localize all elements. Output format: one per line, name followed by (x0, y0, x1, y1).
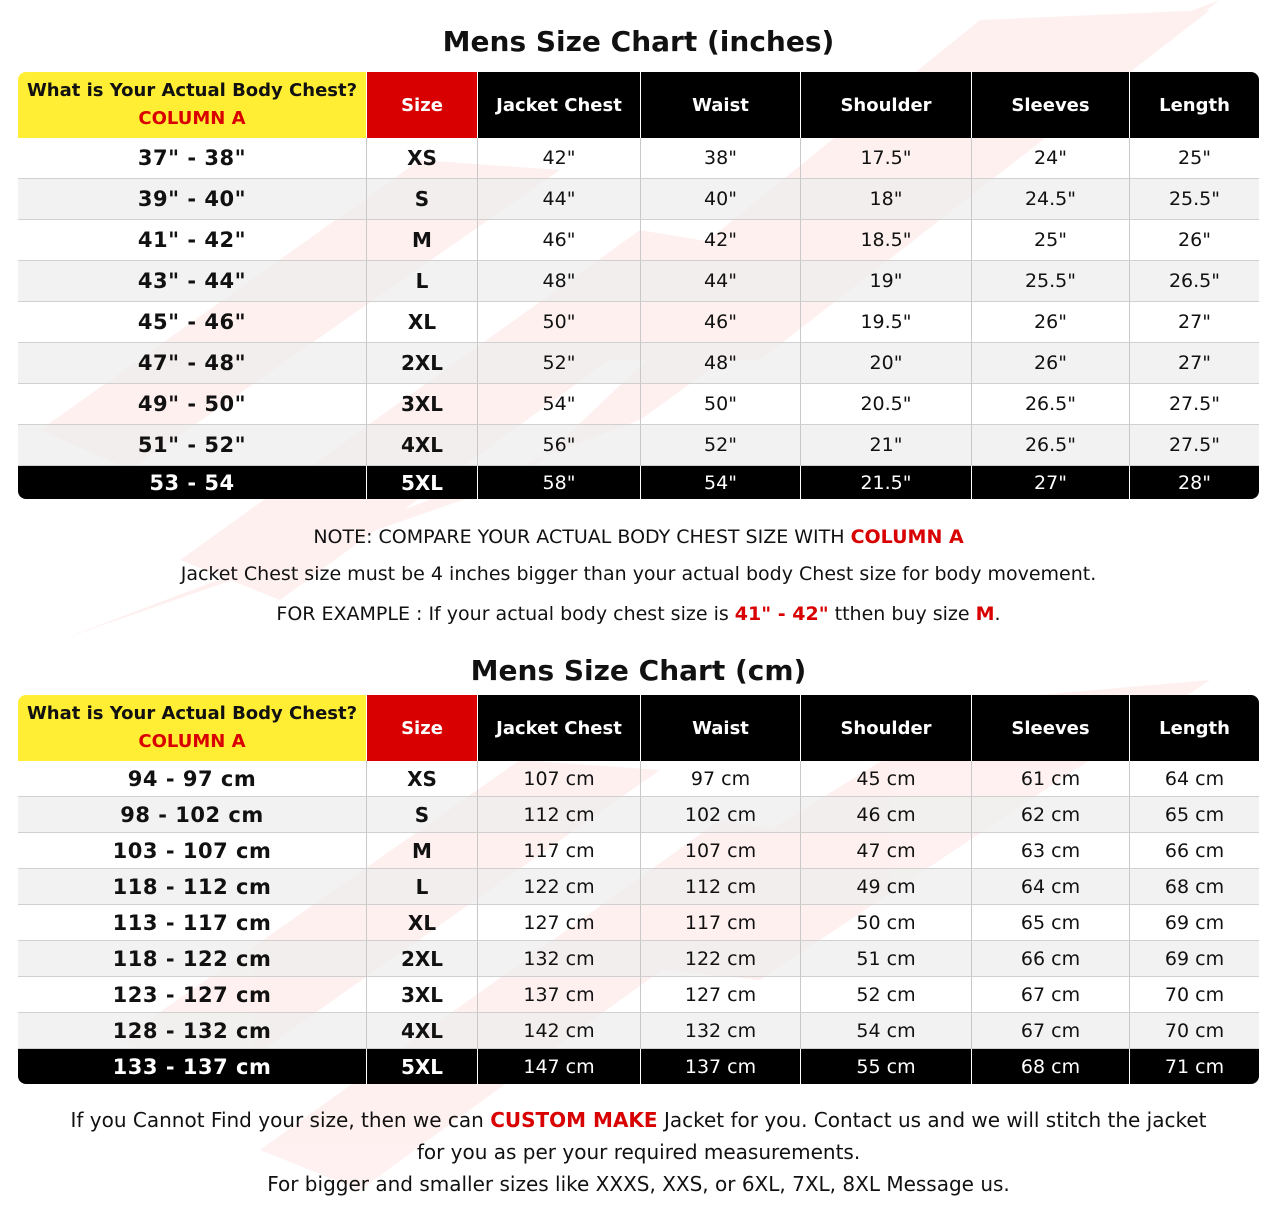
size-cell: S (367, 179, 478, 220)
sleeves-cell: 63 cm (972, 833, 1130, 869)
table-row (18, 905, 1259, 941)
column-a-question: What is Your Actual Body Chest? (26, 703, 358, 724)
jacket-chest-cell: 122 cm (478, 869, 641, 905)
size-cell: 5XL (367, 466, 478, 499)
waist-cell: 107 cm (641, 833, 801, 869)
waist-cell: 46" (641, 302, 801, 343)
waist-cell: 127 cm (641, 977, 801, 1013)
length-cell: 69 cm (1130, 941, 1259, 977)
waist-cell: 50" (641, 384, 801, 425)
length-cell: 68 cm (1130, 869, 1259, 905)
jacket-chest-cell: 58" (478, 466, 641, 499)
example-text: FOR EXAMPLE : If your actual body chest size is (276, 603, 735, 625)
example-size-highlight: M (975, 603, 995, 625)
size-cell: 3XL (367, 977, 478, 1013)
inches-chart-title: Mens Size Chart (inches) (442, 25, 835, 58)
footer-custom-make (0, 1108, 1277, 1132)
jacket-chest-header: Jacket Chest (478, 72, 641, 138)
waist-cell: 48" (641, 343, 801, 384)
size-cell: L (367, 261, 478, 302)
shoulder-cell: 21.5" (801, 466, 972, 499)
cm-chart-title: Mens Size Chart (cm) (470, 654, 807, 687)
length-cell: 25" (1130, 138, 1259, 179)
table-row (18, 302, 1259, 343)
sleeves-cell: 26" (972, 302, 1130, 343)
column-a-header (18, 695, 367, 761)
table-row (18, 261, 1259, 302)
length-header: Length (1130, 72, 1259, 138)
length-cell: 26.5" (1130, 261, 1259, 302)
cm-size-table (18, 695, 1259, 1084)
length-cell: 70 cm (1130, 1013, 1259, 1049)
length-header: Length (1130, 695, 1259, 761)
body-chest-cell: 45" - 46" (18, 302, 367, 343)
length-cell: 25.5" (1130, 179, 1259, 220)
table-row (18, 1013, 1259, 1049)
shoulder-cell: 19" (801, 261, 972, 302)
length-cell: 27.5" (1130, 384, 1259, 425)
waist-cell: 102 cm (641, 797, 801, 833)
shoulder-cell: 17.5" (801, 138, 972, 179)
body-chest-cell: 39" - 40" (18, 179, 367, 220)
length-cell: 65 cm (1130, 797, 1259, 833)
waist-cell: 54" (641, 466, 801, 499)
length-cell: 27" (1130, 302, 1259, 343)
inches-size-table (18, 72, 1259, 499)
shoulder-cell: 20.5" (801, 384, 972, 425)
sleeves-cell: 62 cm (972, 797, 1130, 833)
body-chest-cell: 118 - 112 cm (18, 869, 367, 905)
body-chest-cell: 98 - 102 cm (18, 797, 367, 833)
note-compare-column-a (0, 526, 1277, 548)
size-header: Size (367, 695, 478, 761)
shoulder-header: Shoulder (801, 695, 972, 761)
waist-cell: 40" (641, 179, 801, 220)
jacket-chest-cell: 44" (478, 179, 641, 220)
shoulder-header: Shoulder (801, 72, 972, 138)
shoulder-cell: 21" (801, 425, 972, 466)
footer-other-sizes: For bigger and smaller sizes like XXXS, XXS, or 6XL, 7XL, 8XL Message us. (267, 1172, 1010, 1196)
table-row (18, 977, 1259, 1013)
custom-make-highlight: CUSTOM MAKE (490, 1108, 658, 1132)
sleeves-cell: 67 cm (972, 977, 1130, 1013)
shoulder-cell: 18.5" (801, 220, 972, 261)
table-row (18, 466, 1259, 499)
jacket-chest-cell: 46" (478, 220, 641, 261)
column-a-header (18, 72, 367, 138)
sleeves-cell: 64 cm (972, 869, 1130, 905)
waist-cell: 137 cm (641, 1049, 801, 1084)
body-chest-cell: 37" - 38" (18, 138, 367, 179)
table-row (18, 425, 1259, 466)
waist-cell: 112 cm (641, 869, 801, 905)
shoulder-cell: 49 cm (801, 869, 972, 905)
example-text-middle: tthen buy size (828, 603, 976, 625)
shoulder-cell: 19.5" (801, 302, 972, 343)
table-header-row (18, 695, 1259, 761)
table-body (18, 761, 1259, 1084)
body-chest-cell: 47" - 48" (18, 343, 367, 384)
sleeves-cell: 26.5" (972, 425, 1130, 466)
table-row (18, 797, 1259, 833)
table-row (18, 343, 1259, 384)
body-chest-cell: 51" - 52" (18, 425, 367, 466)
table-header-row (18, 72, 1259, 138)
sleeves-cell: 61 cm (972, 761, 1130, 797)
shoulder-cell: 51 cm (801, 941, 972, 977)
length-cell: 27" (1130, 343, 1259, 384)
waist-cell: 38" (641, 138, 801, 179)
table-body (18, 138, 1259, 499)
jacket-chest-cell: 56" (478, 425, 641, 466)
footer-text-end: Jacket for you. Contact us and we will stitch the jacket (657, 1108, 1207, 1132)
size-cell: 2XL (367, 941, 478, 977)
size-cell: XL (367, 905, 478, 941)
sleeves-cell: 24" (972, 138, 1130, 179)
table-row (18, 138, 1259, 179)
sleeves-cell: 66 cm (972, 941, 1130, 977)
footer-text: If you Cannot Find your size, then we can (70, 1108, 491, 1132)
jacket-chest-cell: 127 cm (478, 905, 641, 941)
jacket-chest-cell: 142 cm (478, 1013, 641, 1049)
jacket-chest-cell: 42" (478, 138, 641, 179)
size-cell: XS (367, 761, 478, 797)
length-cell: 66 cm (1130, 833, 1259, 869)
waist-cell: 42" (641, 220, 801, 261)
shoulder-cell: 50 cm (801, 905, 972, 941)
length-cell: 71 cm (1130, 1049, 1259, 1084)
jacket-chest-cell: 52" (478, 343, 641, 384)
shoulder-cell: 47 cm (801, 833, 972, 869)
sleeves-cell: 25.5" (972, 261, 1130, 302)
note-example (0, 603, 1277, 625)
jacket-chest-cell: 107 cm (478, 761, 641, 797)
jacket-chest-cell: 117 cm (478, 833, 641, 869)
size-cell: 3XL (367, 384, 478, 425)
table-row (18, 179, 1259, 220)
jacket-chest-cell: 48" (478, 261, 641, 302)
sleeves-header: Sleeves (972, 695, 1130, 761)
column-a-label: COLUMN A (138, 731, 246, 752)
waist-cell: 132 cm (641, 1013, 801, 1049)
sleeves-cell: 67 cm (972, 1013, 1130, 1049)
example-text-end: . (994, 603, 1001, 625)
jacket-chest-header: Jacket Chest (478, 695, 641, 761)
jacket-chest-cell: 147 cm (478, 1049, 641, 1084)
size-cell: 4XL (367, 1013, 478, 1049)
table-row (18, 869, 1259, 905)
waist-cell: 52" (641, 425, 801, 466)
sleeves-cell: 26.5" (972, 384, 1130, 425)
column-a-label: COLUMN A (138, 108, 246, 129)
table-row (18, 833, 1259, 869)
waist-cell: 97 cm (641, 761, 801, 797)
size-cell: 5XL (367, 1049, 478, 1084)
shoulder-cell: 46 cm (801, 797, 972, 833)
size-cell: 2XL (367, 343, 478, 384)
waist-cell: 44" (641, 261, 801, 302)
body-chest-cell: 94 - 97 cm (18, 761, 367, 797)
length-cell: 70 cm (1130, 977, 1259, 1013)
shoulder-cell: 55 cm (801, 1049, 972, 1084)
sleeves-cell: 26" (972, 343, 1130, 384)
size-cell: 4XL (367, 425, 478, 466)
body-chest-cell: 43" - 44" (18, 261, 367, 302)
note-jacket-ease: Jacket Chest size must be 4 inches bigger than your actual body Chest size for body movement. (180, 563, 1097, 585)
sleeves-header: Sleeves (972, 72, 1130, 138)
length-cell: 28" (1130, 466, 1259, 499)
jacket-chest-cell: 132 cm (478, 941, 641, 977)
size-cell: L (367, 869, 478, 905)
shoulder-cell: 20" (801, 343, 972, 384)
body-chest-cell: 53 - 54 (18, 466, 367, 499)
jacket-chest-cell: 54" (478, 384, 641, 425)
length-cell: 27.5" (1130, 425, 1259, 466)
size-cell: M (367, 833, 478, 869)
table-row (18, 1049, 1259, 1084)
size-cell: XS (367, 138, 478, 179)
body-chest-cell: 133 - 137 cm (18, 1049, 367, 1084)
body-chest-cell: 103 - 107 cm (18, 833, 367, 869)
waist-cell: 122 cm (641, 941, 801, 977)
table-row (18, 220, 1259, 261)
size-cell: XL (367, 302, 478, 343)
body-chest-cell: 49" - 50" (18, 384, 367, 425)
sleeves-cell: 27" (972, 466, 1130, 499)
shoulder-cell: 54 cm (801, 1013, 972, 1049)
sleeves-cell: 68 cm (972, 1049, 1130, 1084)
sleeves-cell: 24.5" (972, 179, 1130, 220)
body-chest-cell: 41" - 42" (18, 220, 367, 261)
note-highlight: COLUMN A (850, 526, 964, 548)
body-chest-cell: 128 - 132 cm (18, 1013, 367, 1049)
waist-cell: 117 cm (641, 905, 801, 941)
size-header: Size (367, 72, 478, 138)
table-row (18, 761, 1259, 797)
shoulder-cell: 18" (801, 179, 972, 220)
body-chest-cell: 113 - 117 cm (18, 905, 367, 941)
shoulder-cell: 45 cm (801, 761, 972, 797)
body-chest-cell: 123 - 127 cm (18, 977, 367, 1013)
sleeves-cell: 25" (972, 220, 1130, 261)
body-chest-cell: 118 - 122 cm (18, 941, 367, 977)
example-chest-highlight: 41" - 42" (734, 603, 829, 625)
length-cell: 64 cm (1130, 761, 1259, 797)
table-row (18, 384, 1259, 425)
jacket-chest-cell: 112 cm (478, 797, 641, 833)
length-cell: 26" (1130, 220, 1259, 261)
waist-header: Waist (641, 72, 801, 138)
jacket-chest-cell: 137 cm (478, 977, 641, 1013)
table-row (18, 941, 1259, 977)
length-cell: 69 cm (1130, 905, 1259, 941)
waist-header: Waist (641, 695, 801, 761)
jacket-chest-cell: 50" (478, 302, 641, 343)
sleeves-cell: 65 cm (972, 905, 1130, 941)
size-cell: M (367, 220, 478, 261)
note-text: NOTE: COMPARE YOUR ACTUAL BODY CHEST SIZE WITH (313, 526, 851, 548)
size-cell: S (367, 797, 478, 833)
shoulder-cell: 52 cm (801, 977, 972, 1013)
footer-measurements: for you as per your required measurements. (416, 1140, 861, 1164)
column-a-question: What is Your Actual Body Chest? (26, 80, 358, 101)
